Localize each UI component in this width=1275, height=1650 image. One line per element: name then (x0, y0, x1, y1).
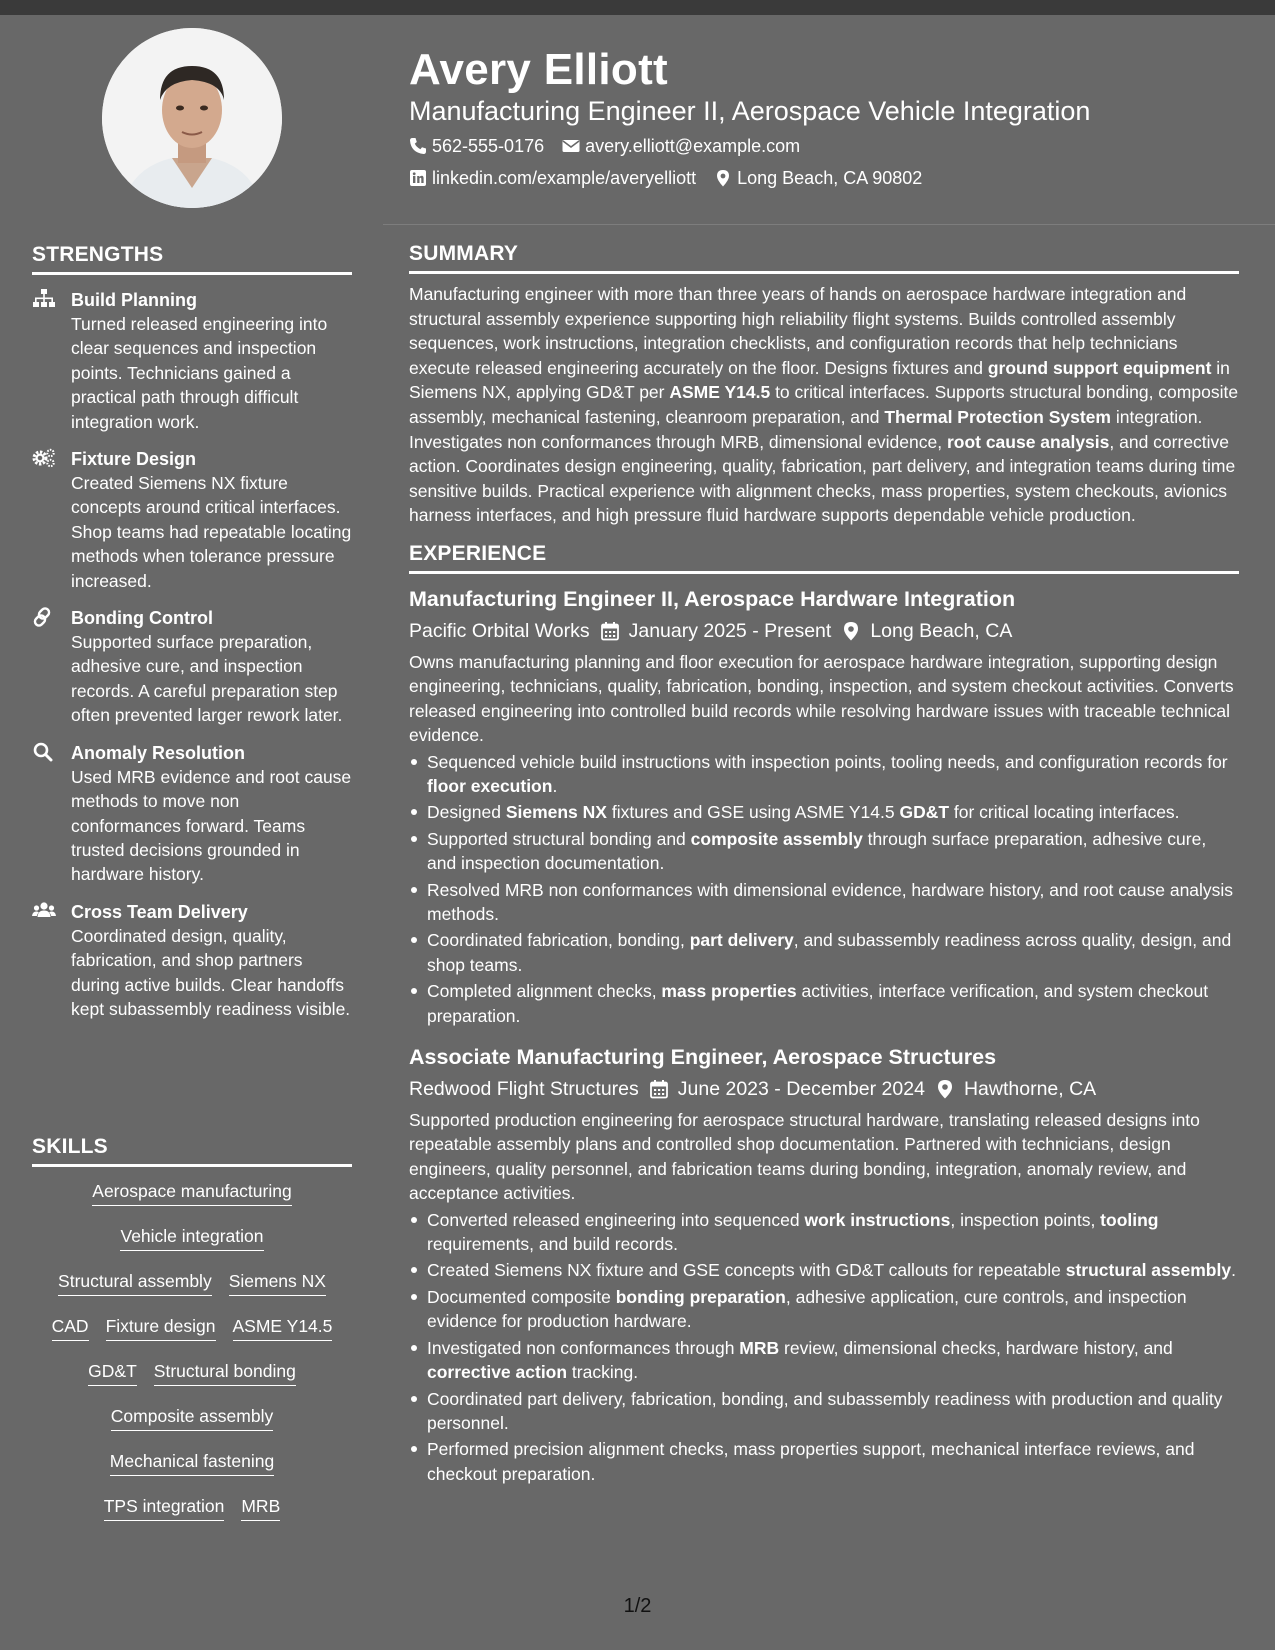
job-dates-text: January 2025 - Present (628, 619, 832, 642)
text-run: Converted released engineering into sequenced (427, 1209, 805, 1230)
text-run: . (1231, 1260, 1236, 1281)
envelope-icon (562, 137, 580, 155)
skill-tag: ASME Y14.5 (233, 1314, 333, 1341)
job-entry (409, 584, 1239, 1028)
job-bullet (409, 1336, 1239, 1385)
text-run: Coordinated fabrication, bonding, (427, 930, 690, 951)
job-bullet (409, 1387, 1239, 1436)
text-run: Created Siemens NX fixture and GSE concepts with GD&T callouts for repeatable (427, 1260, 1066, 1281)
skill-row (32, 1449, 352, 1494)
text-run: review, dimensional checks, hardware history, and (779, 1337, 1173, 1358)
candidate-role: Manufacturing Engineer II, Aerospace Vehicle Integration (409, 96, 1091, 126)
job-bullets (409, 1208, 1239, 1486)
search-icon (32, 742, 56, 762)
bold-text: floor execution (427, 775, 553, 796)
top-bar (0, 0, 1275, 15)
right-column (409, 242, 1239, 1486)
job-company: Redwood Flight Structures (409, 1078, 639, 1101)
job-bullets (409, 750, 1239, 1028)
strength-description: Coordinated design, quality, fabrication, and shop partners during active builds. Clear handoffs kept subassembly readiness visible. (71, 925, 351, 1019)
avatar-portrait (102, 28, 282, 208)
job-location-text: Hawthorne, CA (963, 1078, 1097, 1101)
skill-row (32, 1404, 352, 1449)
text-run: Supported structural bonding and (427, 828, 691, 849)
users-icon (32, 901, 56, 921)
summary-text (409, 282, 1239, 528)
strength-item (32, 606, 352, 728)
skill-tag: Aerospace manufacturing (92, 1179, 291, 1206)
header-divider (383, 224, 1275, 225)
map-pin-icon (841, 621, 861, 641)
text-run: Coordinated part delivery, fabrication, bonding, and subassembly readiness with production and quality personnel. (427, 1388, 1223, 1433)
skill-tag: Mechanical fastening (110, 1449, 274, 1476)
bold-text: MRB (739, 1337, 780, 1358)
skill-tag: TPS integration (104, 1494, 225, 1521)
email-contact[interactable] (562, 134, 800, 158)
location-contact (714, 166, 922, 190)
bold-text: root cause analysis (946, 431, 1110, 452)
contact-row (409, 134, 800, 158)
job-meta (409, 1074, 1239, 1104)
strength-description: Created Siemens NX fixture concepts around critical interfaces. Shop teams had repeatable locating methods when tolerance pressure increased. (71, 473, 352, 591)
text-run: tracking. (567, 1362, 639, 1383)
skill-row (32, 1179, 352, 1224)
link-icon (32, 607, 56, 627)
text-run: , adhesive application, cure controls, and inspection evidence for production hardware. (427, 1286, 1187, 1332)
skill-tag: Fixture design (106, 1314, 216, 1341)
contact-row (409, 166, 922, 190)
bold-text: Thermal Protection System (884, 406, 1111, 427)
job-bullet (409, 800, 1239, 824)
calendar-icon (649, 1079, 669, 1099)
text-run: , and corrective action. Coordinates design engineering, quality, fabrication, part delivery, and integration teams during time sensitive builds. Practical experience with alignment checks, mass properties, system checkouts, avionics harness interfaces, and high pressure fluid hardware supports dependable vehicle production. (409, 431, 1236, 526)
strength-name: Build Planning (71, 290, 197, 310)
skill-tag: Structural assembly (58, 1269, 212, 1296)
job-bullet (409, 1285, 1239, 1334)
job-dates (649, 1074, 925, 1104)
skill-tag: Siemens NX (229, 1269, 326, 1296)
bold-text: GD&T (899, 802, 950, 823)
job-entry (409, 1042, 1239, 1486)
job-description: Supported production engineering for aerospace structural hardware, translating released designs into repeatable assembly plans and controlled shop documentation. Partnered with technicians, design engineers, quality personnel, and fabrication teams during bonding, integration, anomaly review, and acceptance activities. (409, 1110, 1200, 1204)
text-run: activities, interface verification, and system checkout preparation. (427, 981, 1209, 1026)
skill-tag: Composite assembly (111, 1404, 273, 1431)
linkedin-contact[interactable] (409, 166, 696, 190)
skill-tag: Vehicle integration (120, 1224, 263, 1251)
email-text: avery.elliott@example.com (585, 136, 801, 156)
job-bullet (409, 928, 1239, 977)
job-bullet (409, 750, 1239, 799)
bold-text: ground support equipment (987, 357, 1212, 378)
text-run: Investigated non conformances through (427, 1337, 740, 1358)
text-run: . (552, 775, 558, 796)
bold-text: ASME Y14.5 (669, 382, 771, 403)
job-bullet (409, 1258, 1239, 1282)
skills-section (32, 1135, 352, 1539)
skill-tag: CAD (52, 1314, 89, 1341)
page-number: 1/2 (623, 1595, 652, 1617)
job-bullet (409, 878, 1239, 927)
text-run: Performed precision alignment checks, mass properties support, mechanical interface reviews, and checkout preparation. (427, 1439, 1195, 1484)
skills-title: SKILLS (32, 1135, 352, 1167)
phone-text: 562-555-0176 (432, 136, 545, 156)
text-run: in Siemens NX, applying GD&T per (409, 357, 1230, 403)
strength-name: Fixture Design (71, 449, 197, 470)
text-run: integration. Investigates non conformances through MRB, dimensional evidence, (409, 406, 1203, 452)
bold-text: corrective action (427, 1362, 568, 1383)
job-location (935, 1074, 1096, 1104)
strength-name: Bonding Control (71, 608, 213, 629)
strength-item (32, 900, 352, 1022)
strength-description: Used MRB evidence and root cause methods to move non conformances forward. Teams trusted decisions grounded in hardware history. (71, 766, 352, 885)
text-run: to critical interfaces. Supports structural bonding, composite assembly, mechanical fastening, cleanroom preparation, and (409, 382, 1239, 427)
job-title: Associate Manufacturing Engineer, Aerospace Structures (409, 1045, 997, 1070)
job-bullet (409, 827, 1239, 876)
map-pin-icon (714, 169, 732, 187)
job-description: Owns manufacturing planning and floor execution for aerospace hardware integration, supporting design engineering, technicians, quality, fabrication, bonding, inspection, and system checkout activities. Converts released engineering into controlled build records while resolving hardware issues with traceable technical evidence. (409, 651, 1234, 746)
bold-text: tooling (1100, 1209, 1159, 1230)
bold-text: Siemens NX (505, 802, 607, 823)
job-title: Manufacturing Engineer II, Aerospace Hardware Integration (409, 586, 1016, 611)
bold-text: bonding preparation (615, 1286, 786, 1307)
strength-name: Cross Team Delivery (71, 901, 248, 922)
strength-name: Anomaly Resolution (71, 742, 246, 763)
job-dates-text: June 2023 - December 2024 (677, 1078, 925, 1101)
gears-icon (32, 448, 56, 468)
skills-list (32, 1179, 352, 1539)
summary-title: SUMMARY (409, 242, 1239, 274)
bold-text: work instructions (804, 1209, 951, 1230)
text-run: for critical locating interfaces. (949, 802, 1180, 823)
bold-text: mass properties (661, 981, 797, 1002)
skill-row (32, 1269, 352, 1314)
text-run: Resolved MRB non conformances with dimensional evidence, hardware history, and root cause analysis methods. (427, 879, 1234, 924)
skill-row (32, 1359, 352, 1404)
skill-row (32, 1494, 352, 1539)
strengths-section (32, 243, 352, 1021)
experience-title: EXPERIENCE (409, 542, 1239, 574)
location-text: Long Beach, CA 90802 (737, 168, 923, 188)
text-run: , inspection points, (950, 1209, 1101, 1230)
linkedin-text: linkedin.com/example/averyelliott (432, 168, 697, 188)
bold-text: composite assembly (690, 828, 863, 849)
linkedin-icon (409, 169, 427, 187)
skill-row (32, 1224, 352, 1269)
text-run: through surface preparation, adhesive cure, and inspection documentation. (427, 828, 1207, 874)
text-run: Designed (427, 802, 506, 823)
strength-item (32, 288, 352, 434)
text-run: fixtures and GSE using ASME Y14.5 (606, 802, 900, 823)
text-run: Manufacturing engineer with more than three years of hands on aerospace hardware integration and structural assembly experience supporting high reliability flight systems. Builds controlled assembly sequences, work instructions, integration checklists, and configuration records that help technicians execute released engineering accurately on the floor. Designs fixtures and (409, 284, 1187, 378)
job-bullet (409, 979, 1239, 1028)
job-company: Pacific Orbital Works (409, 619, 590, 642)
skill-tag: MRB (241, 1494, 280, 1521)
text-run: Sequenced vehicle build instructions with inspection points, tooling needs, and configuration records for (427, 751, 1228, 772)
text-run: Documented composite (427, 1286, 616, 1307)
bold-text: structural assembly (1065, 1260, 1232, 1281)
job-location (841, 616, 1012, 646)
candidate-name: Avery Elliott (409, 45, 669, 94)
strength-description: Turned released engineering into clear sequences and inspection points. Technicians gained a practical path through difficult integration work. (71, 314, 328, 432)
strength-item (32, 741, 352, 887)
avatar (102, 28, 282, 208)
job-bullet (409, 1208, 1239, 1257)
strengths-title: STRENGTHS (32, 243, 352, 275)
job-meta (409, 616, 1239, 646)
strength-item (32, 447, 352, 593)
phone-contact[interactable] (409, 134, 544, 158)
text-run: Completed alignment checks, (427, 981, 662, 1002)
text-run: requirements, and build records. (427, 1234, 678, 1255)
job-location-text: Long Beach, CA (870, 619, 1013, 642)
skill-row (32, 1314, 352, 1359)
map-pin-icon (935, 1079, 955, 1099)
sitemap-icon (32, 289, 56, 309)
calendar-icon (600, 621, 620, 641)
job-bullet (409, 1437, 1239, 1486)
job-dates (600, 616, 832, 646)
skill-tag: Structural bonding (154, 1359, 296, 1386)
skill-tag: GD&T (88, 1359, 137, 1386)
strength-description: Supported surface preparation, adhesive cure, and inspection records. A careful preparation step often prevented larger rework later. (71, 632, 343, 726)
text-run: , and subassembly readiness across quality, design, and shop teams. (427, 930, 1232, 975)
phone-icon (409, 137, 427, 155)
bold-text: part delivery (689, 930, 794, 951)
